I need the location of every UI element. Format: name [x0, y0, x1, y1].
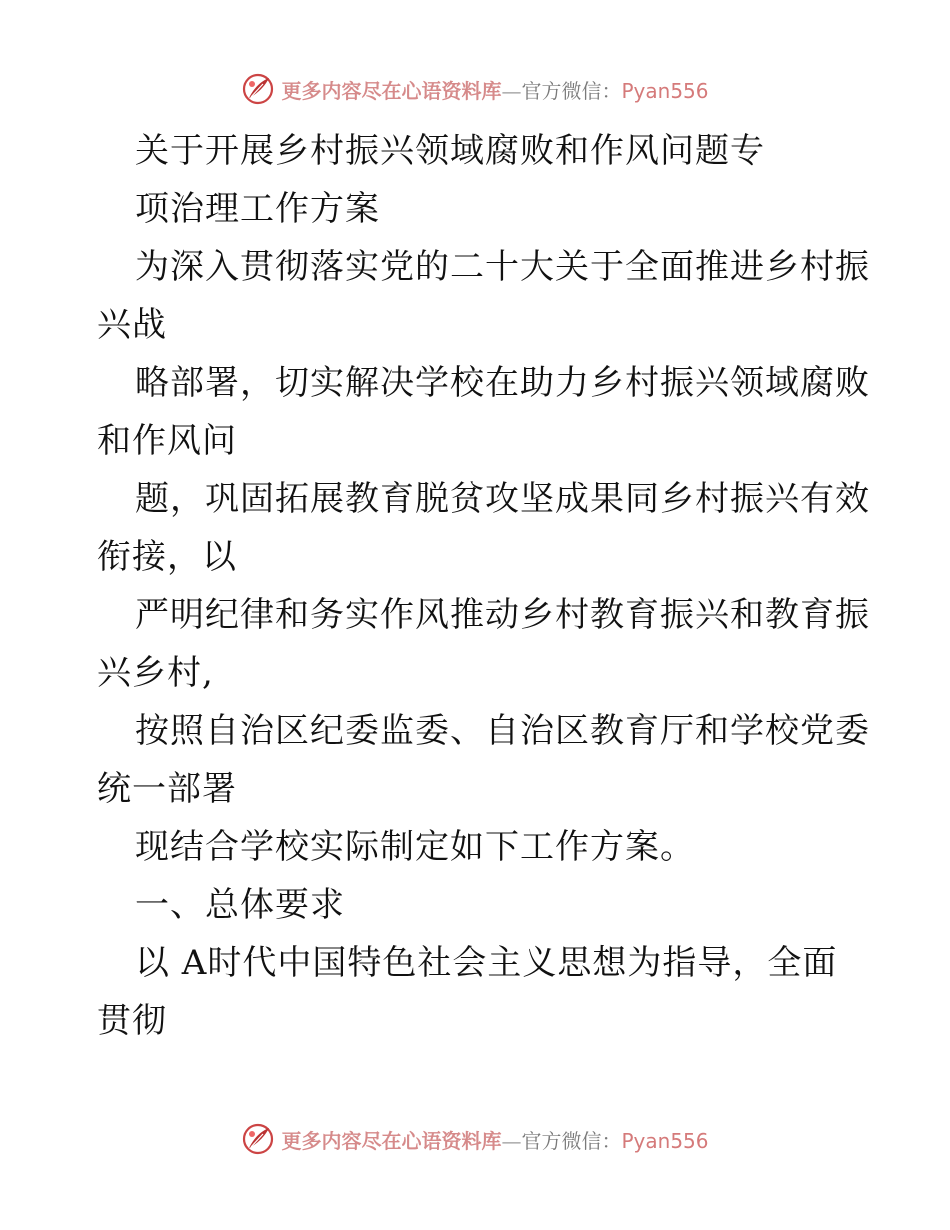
feather-pen-logo-icon: [241, 72, 275, 106]
feather-pen-logo-icon: [241, 1122, 275, 1156]
doc-title-line-2: 项治理工作方案: [135, 189, 380, 229]
paragraph-line: 题，巩固拓展教育脱贫攻坚成果同乡村振兴有效: [135, 479, 870, 519]
header-watermark: [0, 72, 950, 106]
paragraph-line: 衔接，以: [97, 537, 237, 577]
watermark-text: 更多内容尽在心语资料库—官方微信：Pyan556: [281, 1128, 709, 1153]
doc-title-line-1: 关于开展乡村振兴领域腐败和作风问题专: [135, 131, 765, 171]
paragraph-line: 兴战: [97, 305, 167, 345]
section-heading: 一、总体要求: [135, 885, 345, 925]
paragraph-line: 兴乡村,: [97, 653, 214, 693]
paragraph-line: 按照自治区纪委监委、自治区教育厅和学校党委: [135, 711, 870, 751]
document-body: [97, 122, 870, 1050]
paragraph-line: 现结合学校实际制定如下工作方案。: [135, 827, 695, 867]
paragraph-line: 严明纪律和务实作风推动乡村教育振兴和教育振: [135, 595, 870, 635]
watermark-text: 更多内容尽在心语资料库—官方微信：Pyan556: [281, 78, 709, 103]
paragraph-line: 和作风问: [97, 421, 237, 461]
paragraph-line: 以 A时代中国特色社会主义思想为指导，全面: [135, 943, 838, 983]
paragraph-line: 统一部署: [97, 769, 237, 809]
footer-watermark: [0, 1122, 950, 1156]
paragraph-line: 略部署，切实解决学校在助力乡村振兴领域腐败: [135, 363, 870, 403]
paragraph-line: 为深入贯彻落实党的二十大关于全面推进乡村振: [135, 247, 870, 287]
paragraph-line: 贯彻: [97, 1001, 167, 1041]
